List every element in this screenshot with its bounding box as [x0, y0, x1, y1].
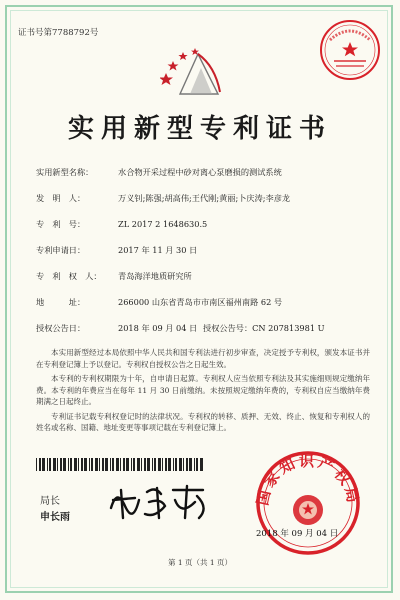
barcode-bar	[194, 458, 195, 471]
field-label: 发 明 人：	[36, 193, 86, 203]
field-label: 授权公告日：	[36, 323, 86, 333]
body-paragraph: 专利证书记载专利权登记时的法律状况。专利权的转移、质押、无效、终止、恢复和专利权人的姓名或名称、国籍、地址变更等事项记载在专利登记簿上。	[36, 411, 370, 432]
barcode-bar	[152, 458, 153, 471]
seal-date: 2018 年 09 月 04 日	[256, 529, 339, 539]
certificate-body	[36, 347, 370, 437]
barcode-bar	[183, 458, 184, 471]
field-grant-number	[203, 323, 325, 333]
barcode-bar	[36, 458, 37, 471]
handwritten-signature	[105, 478, 215, 524]
barcode-bar	[165, 458, 167, 471]
barcode-bar	[42, 458, 45, 471]
certificate-number: 证书号第7788792号	[18, 28, 99, 38]
field-filing-date	[36, 245, 197, 255]
seal-arc-text: 国家知识产权局	[253, 452, 363, 508]
official-seal-top-icon	[318, 18, 382, 82]
field-label: 地 址：	[36, 297, 86, 307]
field-value: 青岛海洋地质研究所	[118, 271, 192, 281]
page-number: 第 1 页（共 1 页）	[167, 558, 233, 567]
field-label: 专 利 号：	[36, 219, 86, 229]
barcode-bar	[112, 458, 114, 471]
barcode-bar	[186, 458, 188, 471]
barcode-bar	[162, 458, 163, 471]
field-address	[36, 297, 282, 307]
barcode-bar	[105, 458, 108, 471]
barcode-bar	[131, 458, 132, 471]
field-utility-model-name	[36, 167, 282, 177]
field-label: 授权公告号：	[203, 323, 253, 333]
barcode-bar	[47, 458, 48, 471]
field-label: 专利申请日：	[36, 245, 86, 255]
barcode-bar	[200, 458, 203, 471]
barcode-bar	[126, 458, 129, 471]
barcode-bar	[53, 458, 56, 471]
barcode-bar	[95, 458, 98, 471]
barcode-bar	[154, 458, 156, 471]
field-value: ZL 2017 2 1648630.5	[118, 219, 208, 229]
barcode-bar	[179, 458, 182, 471]
barcode-bar	[81, 458, 83, 471]
body-paragraph: 本专利的专利权期限为十年，自申请日起算。专利权人应当依照专利法及其实施细则规定缴纳年费。本专利的年费应当在每年 11 月 30 日前缴纳。未按照规定缴纳年费的，专利权自应当缴纳年费期满之日起终止。	[36, 374, 370, 406]
barcode-bar	[49, 458, 51, 471]
barcode-bar	[74, 458, 77, 471]
barcode-bar	[123, 458, 125, 471]
barcode-bar	[116, 458, 119, 471]
field-value: CN 207813981 U	[252, 323, 325, 333]
barcode-bar	[63, 458, 66, 471]
barcode-bar	[120, 458, 121, 471]
barcode-bar	[147, 458, 150, 471]
barcode-bar	[141, 458, 142, 471]
barcode-bar	[173, 458, 174, 471]
barcode-bar	[60, 458, 62, 471]
field-value: 万义钊;陈强;胡高伟;王代刚;黄丽;卜庆涛;李彦龙	[118, 193, 291, 203]
barcode-bar	[133, 458, 135, 471]
barcode-bar	[68, 458, 69, 471]
barcode-bar	[196, 458, 198, 471]
field-value: 2018 年 09 月 04 日	[118, 323, 198, 333]
barcode-bar	[57, 458, 58, 471]
field-label: 实用新型名称：	[36, 167, 94, 177]
barcode-bar	[102, 458, 104, 471]
certificate-title: 实用新型专利证书	[67, 114, 332, 144]
field-value: 2017 年 11 月 30 日	[118, 245, 198, 255]
barcode-bar	[78, 458, 79, 471]
field-value: 水合物开采过程中砂对离心泵磨损的测试系统	[118, 167, 282, 177]
director-title: 局长	[40, 496, 60, 507]
barcode-bar	[39, 458, 41, 471]
barcode	[36, 458, 206, 471]
barcode-bar	[175, 458, 177, 471]
director-name: 申长雨	[40, 512, 70, 523]
barcode-bar	[70, 458, 72, 471]
field-label: 专 利 权 人：	[36, 271, 102, 281]
body-paragraph: 本实用新型经过本局依照中华人民共和国专利法进行初步审查，决定授予专利权，颁发本证书并在专利登记簿上予以登记。专利权自授权公告之日起生效。	[36, 348, 370, 369]
barcode-bar	[91, 458, 93, 471]
barcode-bar	[110, 458, 111, 471]
field-patent-holder	[36, 271, 192, 281]
state-ip-office-seal-icon	[248, 448, 368, 558]
barcode-bar	[137, 458, 140, 471]
barcode-bar	[189, 458, 192, 471]
patent-office-emblem-icon	[160, 46, 230, 98]
barcode-bar	[158, 458, 161, 471]
field-grant-date	[36, 323, 197, 333]
field-inventor	[36, 193, 290, 203]
barcode-bar	[144, 458, 146, 471]
barcode-bar	[168, 458, 171, 471]
field-value: 266000 山东省青岛市市南区福州南路 62 号	[118, 297, 283, 307]
barcode-bar	[84, 458, 87, 471]
field-patent-number	[36, 219, 207, 229]
barcode-bar	[89, 458, 90, 471]
barcode-bar	[99, 458, 100, 471]
